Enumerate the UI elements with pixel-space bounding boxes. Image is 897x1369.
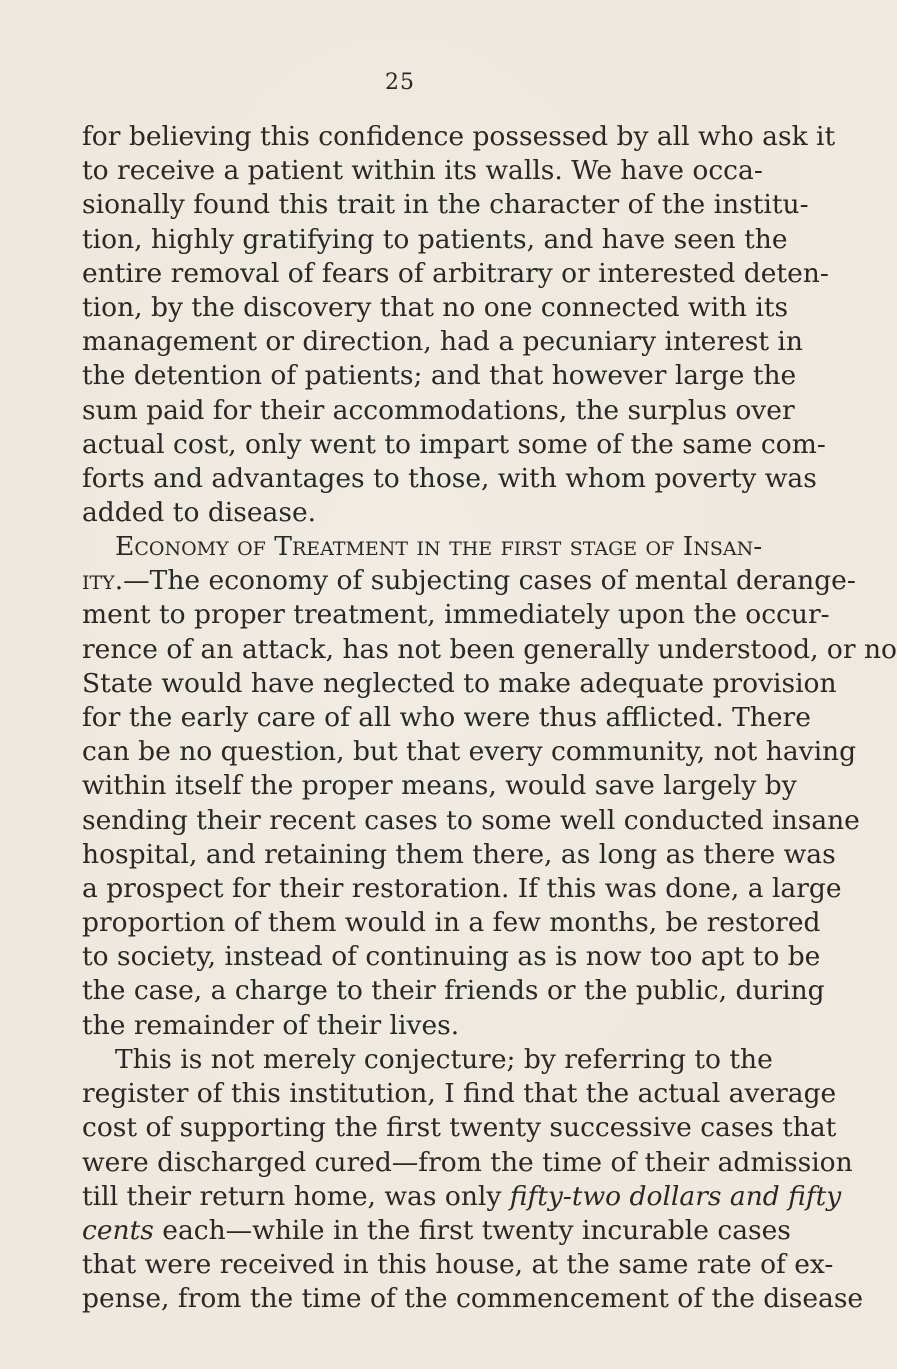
section-heading-line [82,530,763,564]
text-line: the detention of patients; and that however large the [82,360,797,392]
paragraph-1 [82,120,836,530]
text-line: sum paid for their accommodations, the surplus over [82,394,795,426]
text-line: rence of an attack, has not been generally understood, or no [82,633,897,665]
text-line: This is not merely conjecture; by referring to the [115,1044,773,1075]
text-line: management or direction, had a pecuniary interest in [82,326,803,358]
page-number: 25 [385,70,415,95]
text-line: for believing this confidence possessed by all who ask it [82,121,836,152]
text-line: added to disease. [82,497,317,529]
text-line [82,1214,791,1248]
text-line: that were received in this house, at the same rate of ex- [82,1249,834,1281]
text-line: register of this institution, I find that the actual average [82,1078,837,1110]
text-line: hospital, and retaining them there, as long as there was [82,838,836,870]
paragraph-2 [82,530,897,1043]
text-span: till their return home, was only [82,1180,510,1212]
italic-amount: fifty-two dollars and fifty [509,1180,842,1212]
text-line: ment to proper treatment, immediately upon the occur- [82,599,830,631]
section-heading-end: ity. [82,565,124,597]
text-line: can be no question, but that every community, not having [82,736,857,768]
italic-amount-end: cents [82,1214,154,1246]
text-line [82,1180,842,1214]
text-line: proportion of them would in a few months, be restored [82,907,821,939]
text-span: each—while in the first twenty incurable cases [153,1214,791,1246]
text-line: pense, from the time of the commencement of the disease [82,1283,864,1315]
text-line: a prospect for their restoration. If this was done, a large [82,872,842,904]
text-line: cost of supporting the first twenty successive cases that [82,1112,837,1144]
text-line: forts and advantages to those, with whom poverty was [82,462,817,494]
text-line [82,564,856,598]
text-line: tion, by the discovery that no one connected with its [82,291,789,323]
section-heading: Economy of Treatment in the first stage of Insan- [115,531,763,562]
text-line: entire removal of fears of arbitrary or interested deten- [82,257,829,289]
text-line: the remainder of their lives. [82,1009,460,1041]
text-line: State would have neglected to make adequate provision [82,667,837,699]
text-line: sending their recent cases to some well conducted insane [82,804,860,836]
text-line: to receive a patient within its walls. We have occa- [82,155,763,187]
text-line: for the early care of all who were thus afflicted. There [82,701,811,733]
text-line: sionally found this trait in the character of the institu- [82,189,809,221]
text-line: the case, a charge to their friends or the public, during [82,975,825,1007]
text-line: to society, instead of continuing as is now too apt to be [82,941,821,973]
text-line: within itself the proper means, would save largely by [82,770,797,802]
text-span: —The economy of subjecting cases of mental derange- [123,565,856,597]
paragraph-3 [82,1043,864,1317]
text-line: actual cost, only went to impart some of the same com- [82,428,826,460]
text-line: tion, highly gratifying to patients, and have seen the [82,223,788,255]
text-line: were discharged cured—from the time of their admission [82,1146,853,1178]
